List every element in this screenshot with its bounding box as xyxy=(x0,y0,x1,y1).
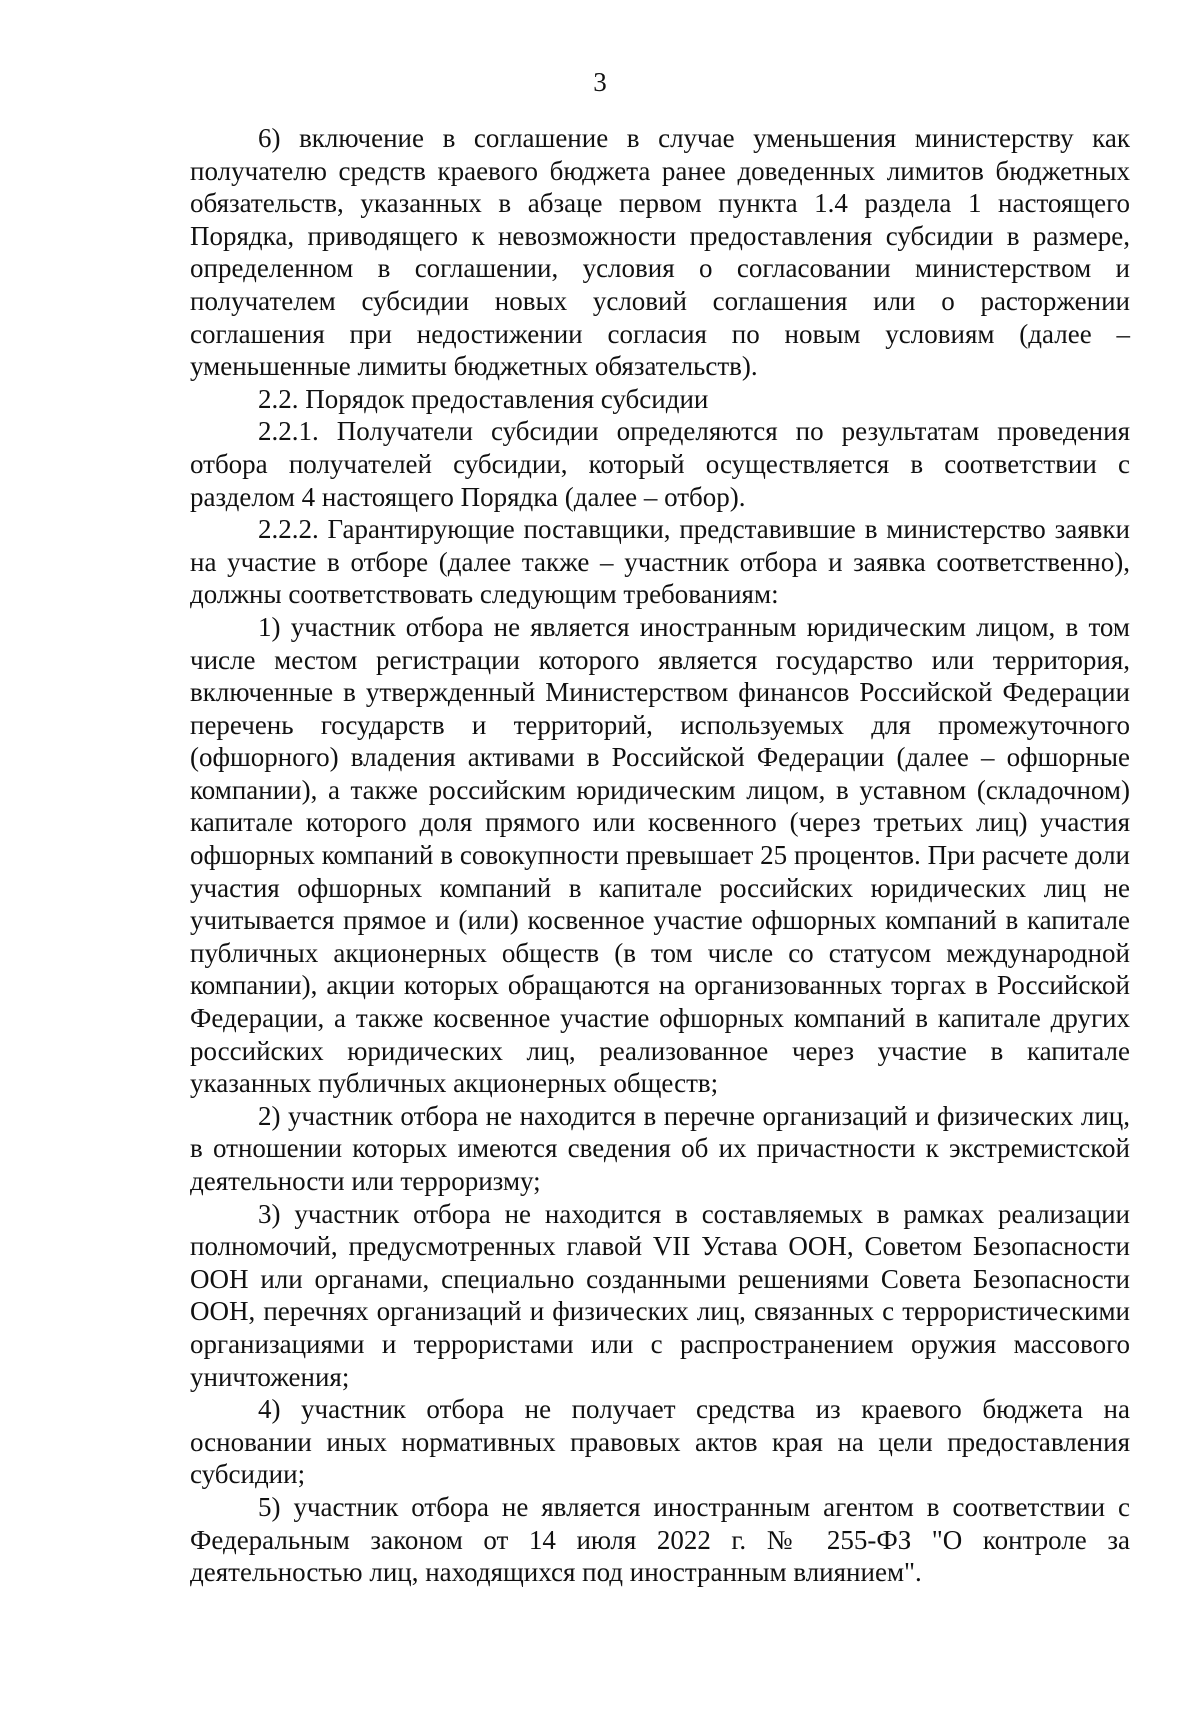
requirement-5-foreign-agent: 5) участник отбора не является иностранным агентом в соответствии с Федеральным законом от 14 июля 2022 г. № 255-ФЗ "О контроле за деятельностью лиц, находящихся под иностранным влиянием". xyxy=(190,1491,1130,1588)
paragraph-item-6-budget-limits: 6) включение в соглашение в случае уменьшения министерству как получателю средств краевого бюджета ранее доведенных лимитов бюджетных обязательств, указанных в абзаце первом пункта 1.4 раздела 1 настоящего Порядка, приводящего к невозможности предоставления субсидии в размере, определенном в соглашении, условия о согласовании министерством и получателем субсидии новых условий соглашения или о расторжении соглашения при недостижении согласия по новым условиям (далее – уменьшенные лимиты бюджетных обязательств). xyxy=(190,123,1130,382)
requirement-1-offshore: 1) участник отбора не является иностранным юридическим лицом, в том числе местом регистрации которого является государство или территория, включенные в утвержденный Министерством финансов Российской Федерации перечень государств и территорий, используемых для промежуточного (офшорного) владения активами в Российской Федерации (далее – офшорные компании), а также российским юридическим лицом, в уставном (складочном) капитале которого доля прямого или косвенного (через третьих лиц) участия офшорных компаний в совокупности превышает 25 процентов. При расчете доли участия офшорных компаний в капитале российских юридических лиц не учитывается прямое и (или) косвенное участие офшорных компаний в капитале публичных акционерных обществ (в том числе со статусом международной компании), акции которых обращаются на организованных торгах в Российской Федерации, а также косвенное участие офшорных компаний в капитале других российских юридических лиц, реализованное через участие в капитале указанных публичных акционерных обществ; xyxy=(190,611,1130,1099)
paragraph-2-2-1: 2.2.1. Получатели субсидии определяются по результатам проведения отбора получателей субсидии, который осуществляется в соответствии с разделом 4 настоящего Порядка (далее – отбор). xyxy=(190,416,1130,512)
requirement-3-un-lists: 3) участник отбора не находится в составляемых в рамках реализации полномочий, предусмотренных главой VII Устава ООН, Советом Безопасности ООН или органами, специально созданными решениями Совета Безопасности ООН, перечнях организаций и физических лиц, связанных с террористическими организациями и террористами или с распространением оружия массового уничтожения; xyxy=(190,1198,1130,1392)
requirement-4-regional-budget: 4) участник отбора не получает средства из краевого бюджета на основании иных нормативных правовых актов края на цели предоставления субсидии; xyxy=(190,1394,1130,1490)
paragraph-2-2-2: 2.2.2. Гарантирующие поставщики, представившие в министерство заявки на участие в отборе (далее также – участник отбора и заявка соответственно), должны соответствовать следующим требованиям: xyxy=(190,514,1130,610)
section-heading-2-2: 2.2. Порядок предоставления субсидии xyxy=(258,383,709,414)
document-body xyxy=(190,122,1130,1589)
page-number: 3 xyxy=(593,67,607,97)
requirement-2-extremism: 2) участник отбора не находится в перечне организаций и физических лиц, в отношении которых имеются сведения об их причастности к экстремистской деятельности или терроризму; xyxy=(190,1100,1130,1196)
